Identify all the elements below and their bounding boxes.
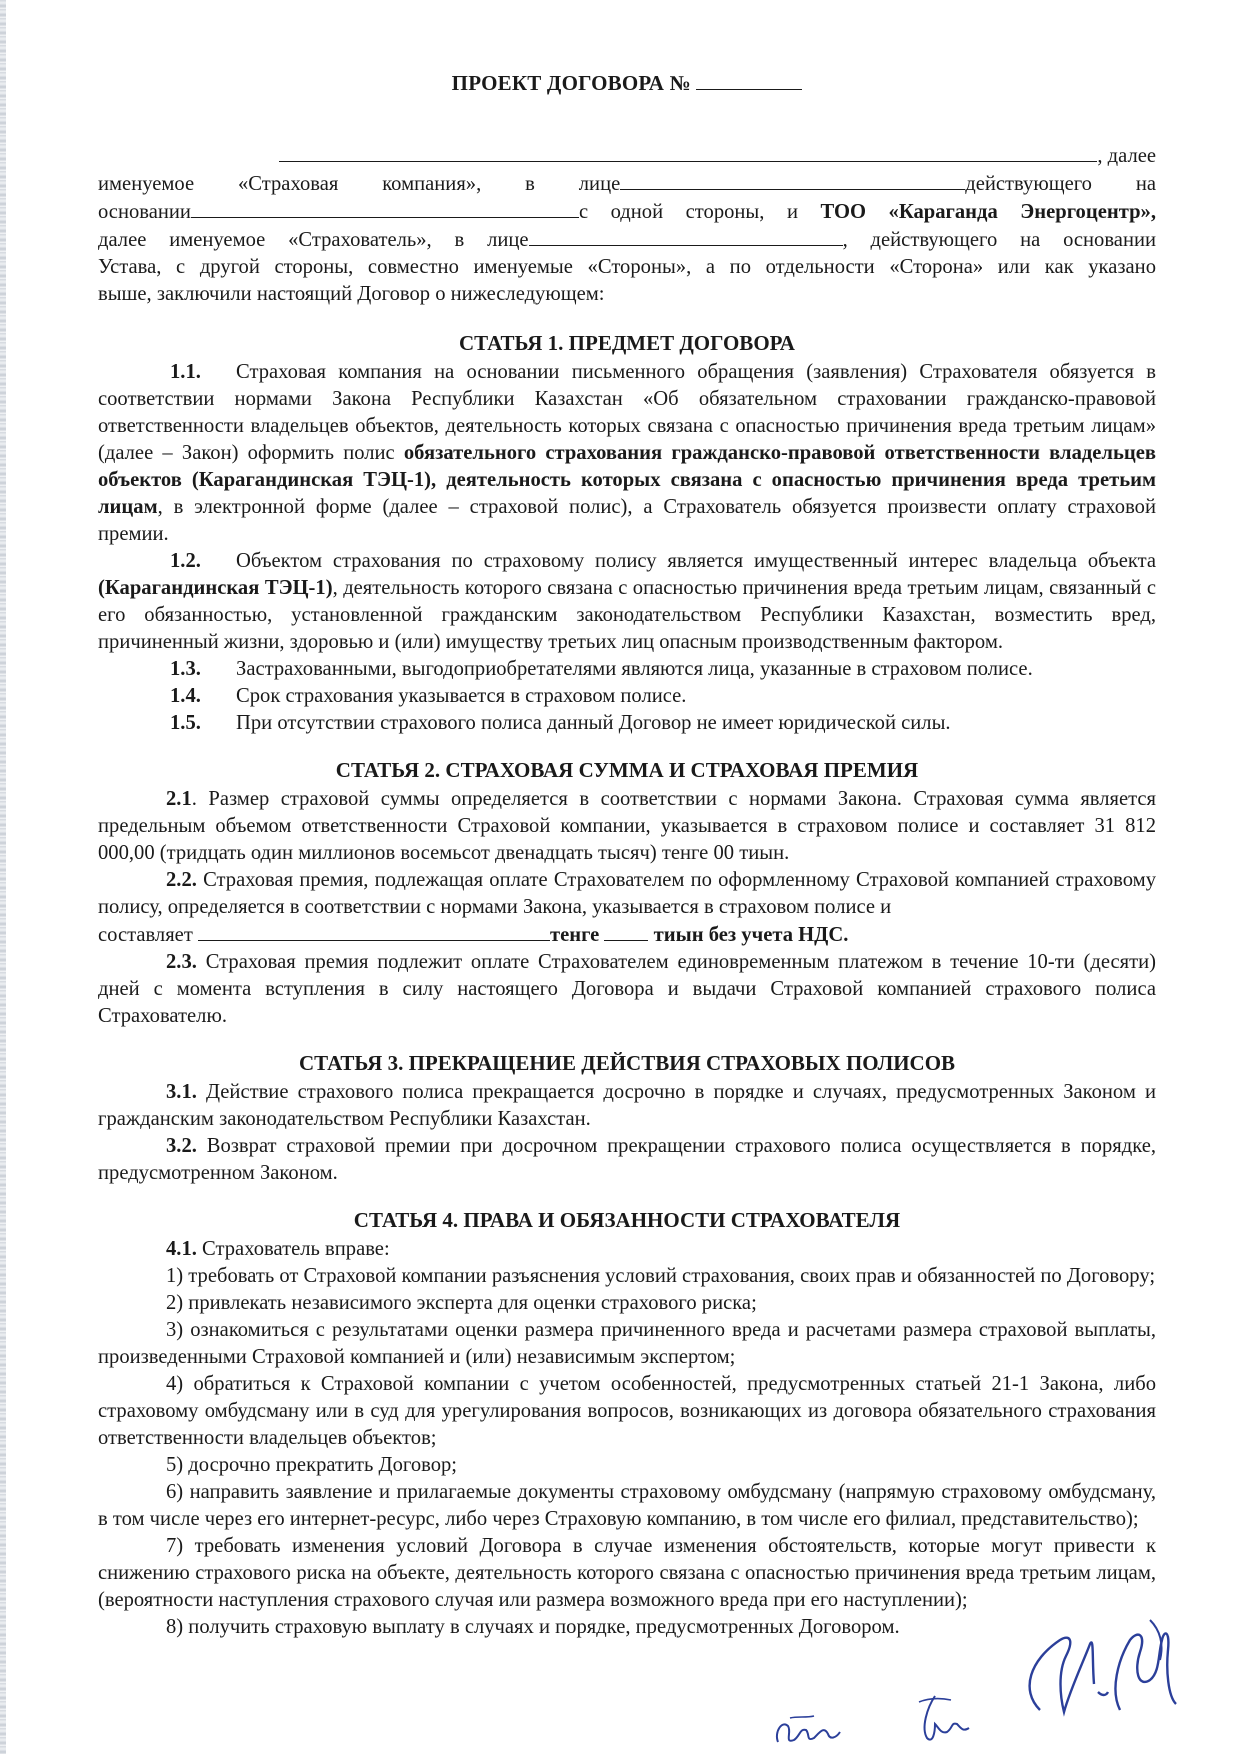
preamble-line-4: далее именуемое «Страхователь», в лице , действующего на основании [98,226,1156,254]
policyholder-representative-blank[interactable] [529,226,843,246]
clause-1-1: 1.1. Страховая компания на основании письменного обращения (заявления) Страхователя обязуется в соответствии нормами Закона Республики Казахстан «Об обязательном страховании гражданско-правовой ответственности владельцев объектов, деятельность которых связана с опасностью причинения вреда третьим лицам» (далее – Закон) оформить полис обязательного страхования гражданско-правовой ответственности владельцев объектов (Карагандинская ТЭЦ-1), деятельность которых связана с опасностью причинения вреда третьим лицам, в электронной форме (далее – страховой полис), а Страхователь обязуется произвести оплату страховой премии. [98,361,1157,545]
right-item: 5) досрочно прекратить Договор; [166,1454,458,1476]
article-3-title: СТАТЬЯ 3. ПРЕКРАЩЕНИЕ ДЕЙСТВИЯ СТРАХОВЫХ ПОЛИСОВ [298,1051,956,1075]
clause-2-3: 2.3. Страховая премия подлежит оплате Страхователем единовременным платежом в течение 10-ти (десяти) дней с момента вступления в силу настоящего Договора и выдачи Страховой компанией страхового полиса Страхователю. [98,951,1156,1027]
clause-1-5: 1.5. При отсутствии страхового полиса данный Договор не имеет юридической силы. [170,712,951,734]
scan-edge-artifact [0,0,6,1754]
insurer-representative-blank[interactable] [620,170,965,190]
right-item: 8) получить страховую выплату в случаях и порядке, предусмотренных Договором. [166,1616,900,1638]
signature-initials-1 [770,1712,860,1752]
premium-amount-blank[interactable] [198,921,550,941]
insurer-basis-blank[interactable] [191,198,579,218]
article-4 [98,1207,1156,1641]
preamble-line-5: Устава, с другой стороны, совместно именуемые «Стороны», а по отдельности «Сторона» или как указано [98,256,1156,278]
right-item: 7) требовать изменения условий Договора в случае изменения обстоятельств, которые могут привести к снижению страхового риска на объекте, деятельность которого связана с опасностью причинения вреда третьим лицам, (вероятности наступления страхового случая или размера возможного вреда при его наступлении); [98,1535,1156,1611]
article-3 [98,1050,1156,1187]
preamble-line-2: именуемое «Страховая компания», в лице действующего на [98,170,1156,198]
clause-1-3: 1.3. Застрахованными, выгодоприобретателями являются лица, указанные в страховом полисе. [170,658,1033,680]
preamble-line-3: основании с одной стороны, и ТОО «Караганда Энергоцентр», [98,198,1156,226]
clause-1-2: 1.2. Объектом страхования по страховому полису является имущественный интерес владельца объекта (Карагандинская ТЭЦ-1), деятельность которого связана с опасностью причинения вреда третьим лицам, связанный с его обязанностью, установленной гражданским законодательством Республики Казахстан, возместить вред, причиненный жизни, здоровью и (или) имуществу третьих лиц опасным производственным фактором. [98,550,1157,653]
right-item: 3) ознакомиться с результатами оценки размера причиненного вреда и расчетами размера страховой выплаты, произведенными Страховой компанией и (или) независимым экспертом; [98,1319,1156,1368]
clause-2-2-amount-line: составляет тенге тиын без учета НДС. [98,921,1156,949]
clause-3-1: 3.1. Действие страхового полиса прекращается досрочно в порядке и случаях, предусмотренных Законом и гражданским законодательством Республики Казахстан. [98,1081,1156,1130]
article-4-title: СТАТЬЯ 4. ПРАВА И ОБЯЗАННОСТИ СТРАХОВАТЕЛЯ [353,1208,901,1232]
insurer-name-blank[interactable] [279,142,1097,162]
preamble [98,142,1156,308]
article-2-title: СТАТЬЯ 2. СТРАХОВАЯ СУММА И СТРАХОВАЯ ПРЕМИЯ [335,758,919,782]
clause-4-1: 4.1. Страхователь вправе: [166,1238,390,1260]
policyholder-name: ТОО «Караганда Энергоцентр», [820,201,1156,223]
document-title [98,70,1156,97]
clause-2-1: 2.1. Размер страховой суммы определяется в соответствии с нормами Закона. Страховая сумма является предельным объемом ответственности Страховой компании, указывается в страховом полисе и составляет 31 812 000,00 (тридцать один миллионов восемьсот двенадцать тысяч) тенге 00 тиын. [98,788,1156,864]
premium-tiyn-blank[interactable] [604,921,648,941]
article-2 [98,757,1156,1030]
right-item: 1) требовать от Страховой компании разъяснения условий страхования, своих прав и обязанностей по Договору; [166,1265,1156,1287]
right-item: 4) обратиться к Страховой компании с учетом особенностей, предусмотренных статьей 21-1 Закона, либо страховому омбудсману или в суд для урегулирования вопросов, возникающих из договора обязательного страхования ответственности владельцев объектов; [98,1373,1156,1449]
right-item: 6) направить заявление и прилагаемые документы страховому омбудсману (напрямую страховому омбудсману, в том числе через его интернет-ресурс, либо через Страховую компанию, в том числе его филиал, представительство); [98,1481,1156,1530]
signature-main [1000,1600,1200,1740]
article-1-title: СТАТЬЯ 1. ПРЕДМЕТ ДОГОВОРА [459,331,795,355]
clause-1-4: 1.4. Срок страхования указывается в страховом полисе. [170,685,687,707]
right-item: 2) привлекать независимого эксперта для оценки страхового риска; [166,1292,757,1314]
preamble-line-6: выше, заключили настоящий Договор о нижеследующем: [98,283,605,305]
signature-initials-2 [905,1688,985,1746]
clause-2-2: 2.2. Страховая премия, подлежащая оплате Страхователем по оформленному Страховой компанией страховому полису, определяется в соответствии с нормами Закона, указывается в страховом полисе и [98,869,1156,918]
clause-3-2: 3.2. Возврат страховой премии при досрочном прекращении страхового полиса осуществляется в порядке, предусмотренном Законом. [98,1135,1156,1184]
preamble-line-1: , далее [98,142,1156,170]
document-page [98,70,1156,1641]
contract-number-blank[interactable] [696,70,802,90]
title-text: ПРОЕКТ ДОГОВОРА № [451,71,691,95]
article-1 [98,330,1156,737]
